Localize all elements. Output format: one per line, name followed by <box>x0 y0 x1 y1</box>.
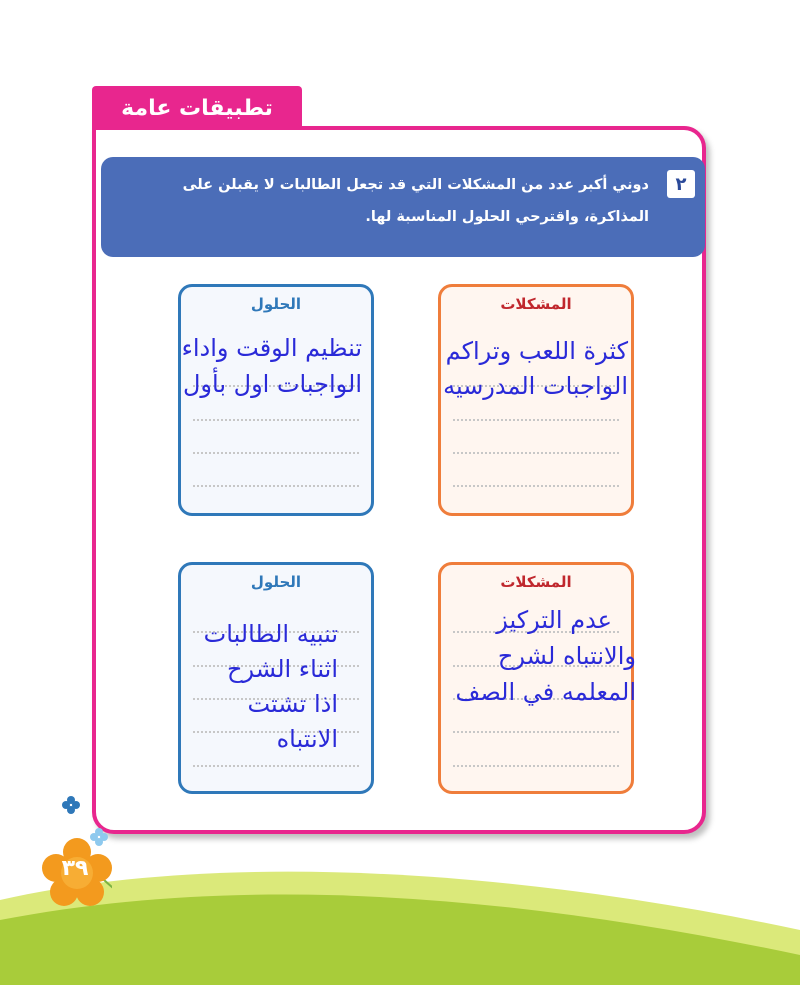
solutions-header: الحلول <box>250 295 302 313</box>
problem-answer-line[interactable]: كثرة اللعب وتراكم <box>445 337 628 365</box>
decorative-hill <box>0 860 800 985</box>
question-banner <box>101 157 705 257</box>
solution-answer-line[interactable]: تنبيه الطالبات <box>203 620 338 648</box>
question-number: ٢ <box>667 170 695 198</box>
solution-answer-line[interactable]: تنظيم الوقت واداء <box>181 334 362 362</box>
section-title: تطبيقات عامة <box>92 86 302 130</box>
solutions-header: الحلول <box>250 573 302 591</box>
small-flower-icon <box>62 796 80 814</box>
solution-answer-line[interactable]: اثناء الشرح <box>227 655 338 683</box>
problem-answer-line[interactable]: والانتباه لشرح <box>497 642 636 670</box>
page-number: ٣٩ <box>61 855 89 881</box>
solution-answer-line[interactable]: الانتباه <box>276 725 338 753</box>
solution-answer-line[interactable]: الواجبات اول بأول <box>182 370 362 398</box>
problems-header: المشكلات <box>500 295 572 313</box>
problem-answer-line[interactable]: عدم التركيز <box>496 606 612 634</box>
problems-header: المشكلات <box>500 573 572 591</box>
solution-answer-line[interactable]: اذا تشتت <box>247 690 338 718</box>
problem-answer-line[interactable]: المعلمه في الصف <box>455 678 636 706</box>
problem-answer-line[interactable]: الواجبات المدرسيه <box>443 372 628 400</box>
question-text: دوني أكبر عدد من المشكلات التي قد تجعل الطالبات لا يقبلن على المذاكرة، واقترحي الحلول المناسبة لها. <box>182 177 649 225</box>
